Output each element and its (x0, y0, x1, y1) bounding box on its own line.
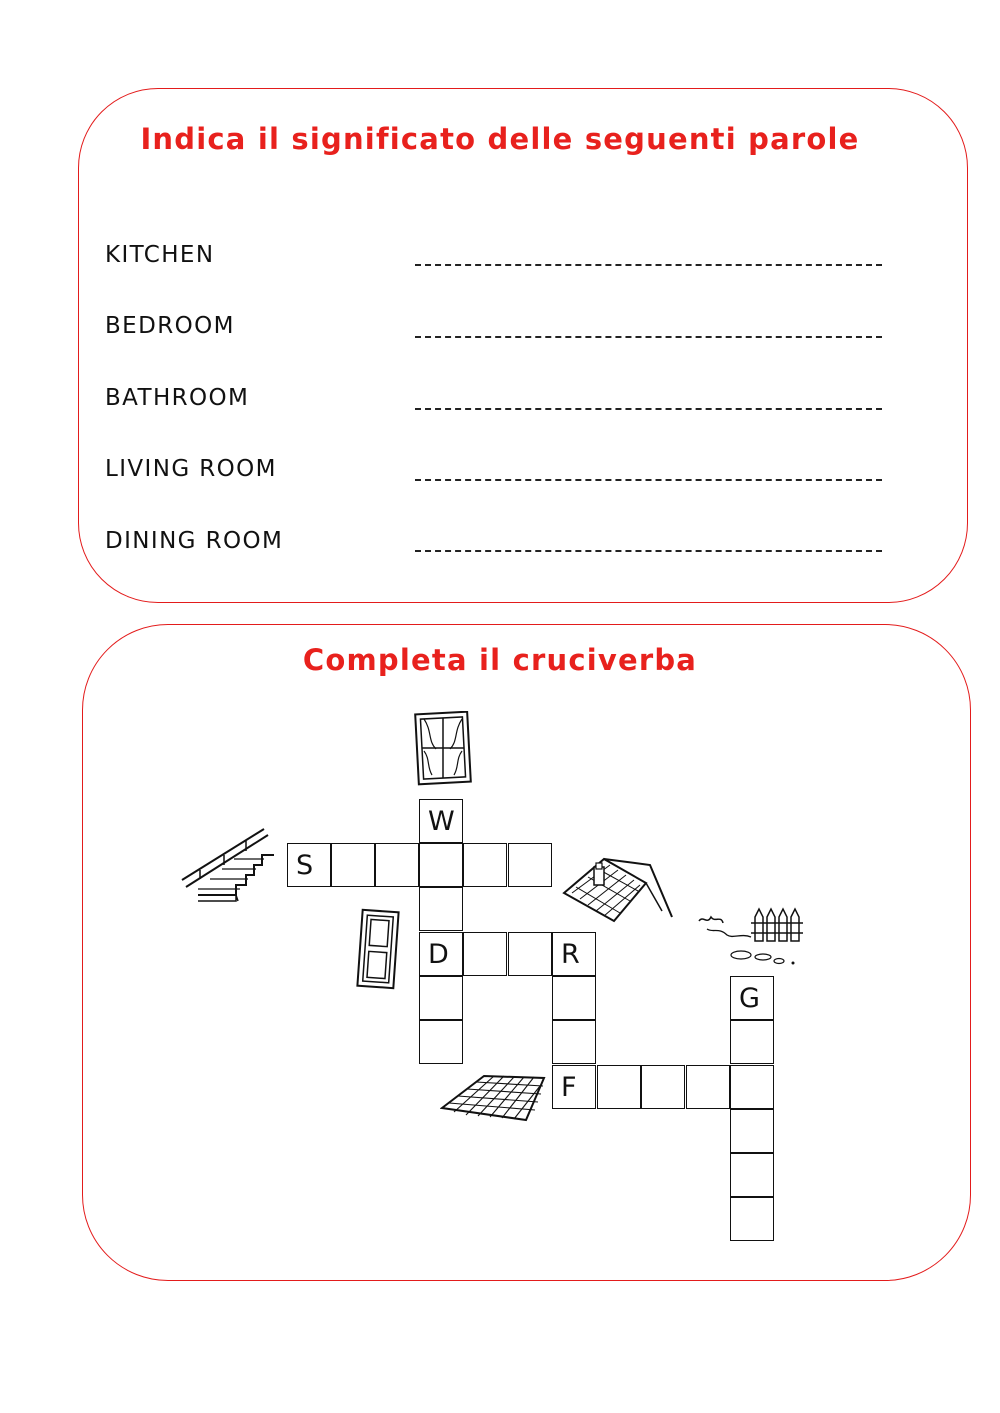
roof-icon (560, 853, 676, 923)
crossword-cell[interactable] (508, 843, 552, 887)
crossword-title: Completa il cruciverba (302, 643, 698, 677)
answer-line-dining-room[interactable] (415, 550, 882, 552)
crossword-cell[interactable] (463, 843, 507, 887)
cell-r[interactable]: R (552, 932, 596, 976)
crossword-cell[interactable] (730, 1020, 774, 1064)
word-dining-room: DINING ROOM (105, 528, 284, 554)
cell-d[interactable]: D (419, 932, 463, 976)
cell-f[interactable]: F (552, 1065, 596, 1109)
crossword-cell[interactable] (419, 1020, 463, 1064)
crossword-cell[interactable] (508, 932, 552, 976)
crossword-cell[interactable] (419, 887, 463, 931)
floor-icon (440, 1074, 546, 1124)
word-bathroom: BATHROOM (105, 385, 250, 411)
door-icon (354, 908, 402, 990)
crossword-cell[interactable] (730, 1065, 774, 1109)
window-icon (412, 711, 474, 787)
crossword-cell[interactable] (419, 843, 463, 887)
answer-line-bathroom[interactable] (415, 408, 882, 410)
crossword-cell[interactable] (686, 1065, 730, 1109)
word-living-room: LIVING ROOM (105, 456, 277, 482)
cell-g[interactable]: G (730, 976, 774, 1020)
crossword-cell[interactable] (552, 1020, 596, 1064)
cell-s[interactable]: S (287, 843, 331, 887)
answer-line-kitchen[interactable] (415, 264, 882, 266)
garden-icon (693, 903, 805, 967)
crossword-cell[interactable] (331, 843, 375, 887)
word-kitchen: KITCHEN (105, 242, 215, 268)
crossword-cell[interactable] (552, 976, 596, 1020)
cell-w[interactable]: W (419, 799, 463, 843)
vocabulary-title: Indica il significato delle seguenti parole (140, 122, 860, 156)
crossword-cell[interactable] (419, 976, 463, 1020)
crossword-cell[interactable] (597, 1065, 641, 1109)
crossword-cell[interactable] (730, 1197, 774, 1241)
crossword-cell[interactable] (730, 1153, 774, 1197)
vocabulary-box (78, 88, 968, 603)
answer-line-living-room[interactable] (415, 479, 882, 481)
answer-line-bedroom[interactable] (415, 336, 882, 338)
crossword-cell[interactable] (375, 843, 419, 887)
crossword-cell[interactable] (463, 932, 507, 976)
stairs-icon (180, 825, 276, 903)
crossword-cell[interactable] (730, 1109, 774, 1153)
word-bedroom: BEDROOM (105, 313, 235, 339)
crossword-cell[interactable] (641, 1065, 685, 1109)
